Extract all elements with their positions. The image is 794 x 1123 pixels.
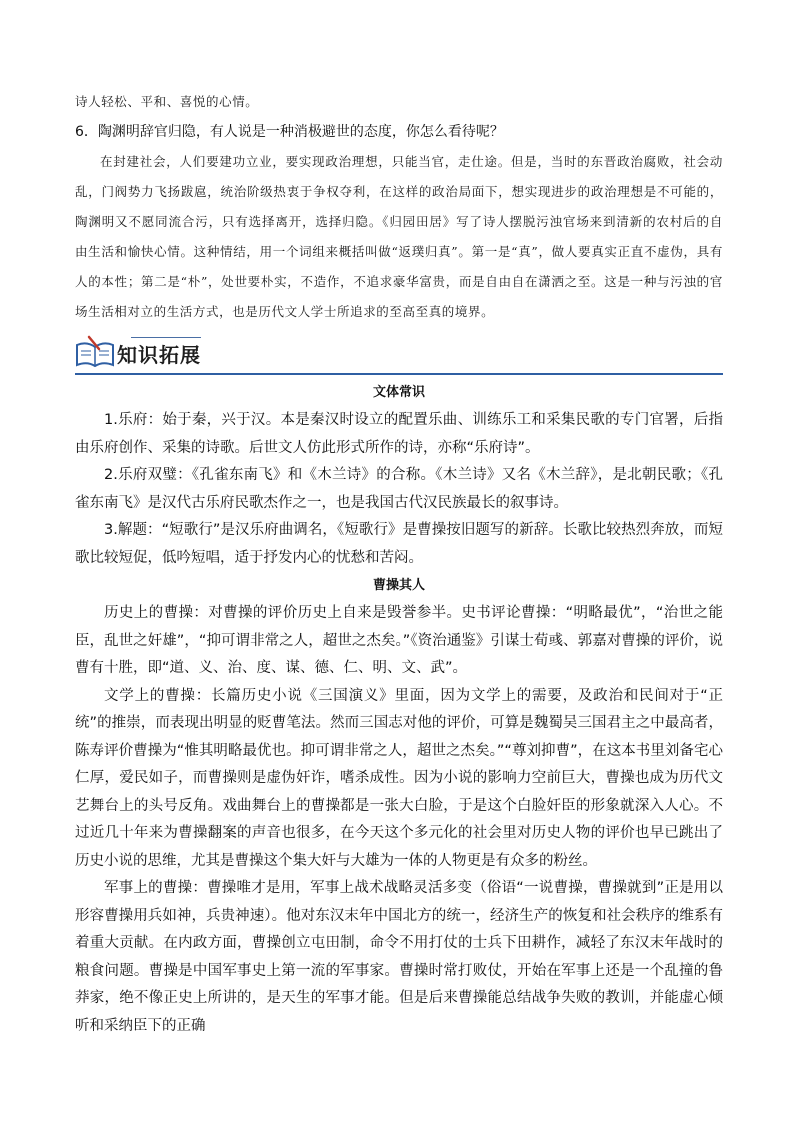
part1-item-2: 2.乐府双璧：《孔雀东南飞》和《木兰诗》的合称。《木兰诗》又名《木兰辞》，是北朝民歌；《孔雀东南飞》是汉代古乐府民歌杰作之一，也是我国古代汉民族最长的叙事诗。 (75, 467, 723, 511)
section-divider (75, 373, 723, 375)
book-icon (75, 335, 115, 369)
part1-title: 文体常识 (372, 385, 425, 400)
part2-title: 曹操其人 (372, 578, 425, 593)
section-title: 知识拓展 (117, 343, 201, 367)
part2-item-military: 军事上的曹操：曹操唯才是用，军事上战术战略灵活多变（俗语“一说曹操，曹操就到”正是用以形容曹操用兵如神，兵贵神速）。他对东汉末年中国北方的统一，经济生产的恢复和社会秩序的维系有着重大贡献。在内政方面，曹操创立屯田制，命令不用打仗的士兵下田耕作，减轻了东汉末年战时的粮食问题。曹操是中国军事史上第一流的军事家。曹操时常打败仗，开始在军事上还是一个乱撞的鲁莽家，绝不像正史上所讲的，是天生的军事才能。但是后来曹操能总结战争失败的教训，并能虚心倾听和采纳臣下的正确 (75, 880, 723, 1034)
part1-item-1: 1.乐府：始于秦，兴于汉。本是秦汉时设立的配置乐曲、训练乐工和采集民歌的专门官署，后指由乐府创作、采集的诗歌。后世文人仿此形式所作的诗，亦称“乐府诗”。 (75, 412, 723, 456)
intro-tail-text: 诗人轻松、平和、喜悦的心情。 (75, 94, 259, 109)
part2-item-literature: 文学上的曹操：长篇历史小说《三国演义》里面，因为文学上的需要，及政治和民间对于“正统”的推崇，而表现出明显的贬曹笔法。然而三国志对他的评价，可算是魏蜀吴三国君主之中最高者，陈寿评价曹操为“惟其明略最优也。抑可谓非常之人，超世之杰矣。”“尊刘抑曹”，在这本书里刘备宅心仁厚，爱民如子，而曹操则是虚伪奸诈，嗜杀成性。因为小说的影响力空前巨大，曹操也成为历代文艺舞台上的头号反角。戏曲舞台上的曹操都是一张大白脸，于是这个白脸奸臣的形象就深入人心。不过近几十年来为曹操翻案的声音也很多，在今天这个多元化的社会里对历史人物的评价也早已跳出了历史小说的思维，尤其是曹操这个集大奸与大雄为一体的人物更是有众多的粉丝。 (75, 687, 723, 869)
page-content (75, 87, 723, 1040)
part1-item-3: 3.解题：“短歌行”是汉乐府曲调名，《短歌行》是曹操按旧题写的新辞。长歌比较热烈奔放，而短歌比较短促，低吟短唱，适于抒发内心的忧愁和苦闷。 (75, 522, 723, 566)
question-6-answer: 在封建社会，人们要建功立业，要实现政治理想，只能当官，走仕途。但是，当时的东晋政治腐败，社会动乱，门阀势力飞扬跋扈，统治阶级热衷于争权夺利，在这样的政治局面下，想实现进步的政治理想是不可能的，陶渊明又不愿同流合污，只有选择离开，选择归隐。《归园田居》写了诗人摆脱污浊官场来到清新的农村后的自由生活和愉快心情。这种情结，用一个词组来概括叫做“返璞归真”。第一是“真”，做人要真实正直不虚伪，具有人的本性；第二是“朴”，处世要朴实，不造作，不追求豪华富贵，而是自由自在潇洒之至。这是一种与污浊的官场生活相对立的生活方式，也是历代文人学士所追求的至高至真的境界。 (75, 154, 723, 319)
section-header (75, 331, 723, 375)
header-top-line (131, 337, 201, 338)
question-6-label: 6．陶渊明辞官归隐，有人说是一种消极避世的态度，你怎么看待呢？ (75, 124, 504, 140)
part2-item-history: 历史上的曹操：对曹操的评价历史上自来是毁誉参半。史书评论曹操：“明略最优”，“治世之能臣，乱世之奸雄”，“抑可谓非常之人，超世之杰矣。”《资治通鉴》引谋士荀彧、郭嘉对曹操的评价，说曹有十胜，即“道、义、治、度、谋、德、仁、明、文、武”。 (75, 605, 723, 676)
